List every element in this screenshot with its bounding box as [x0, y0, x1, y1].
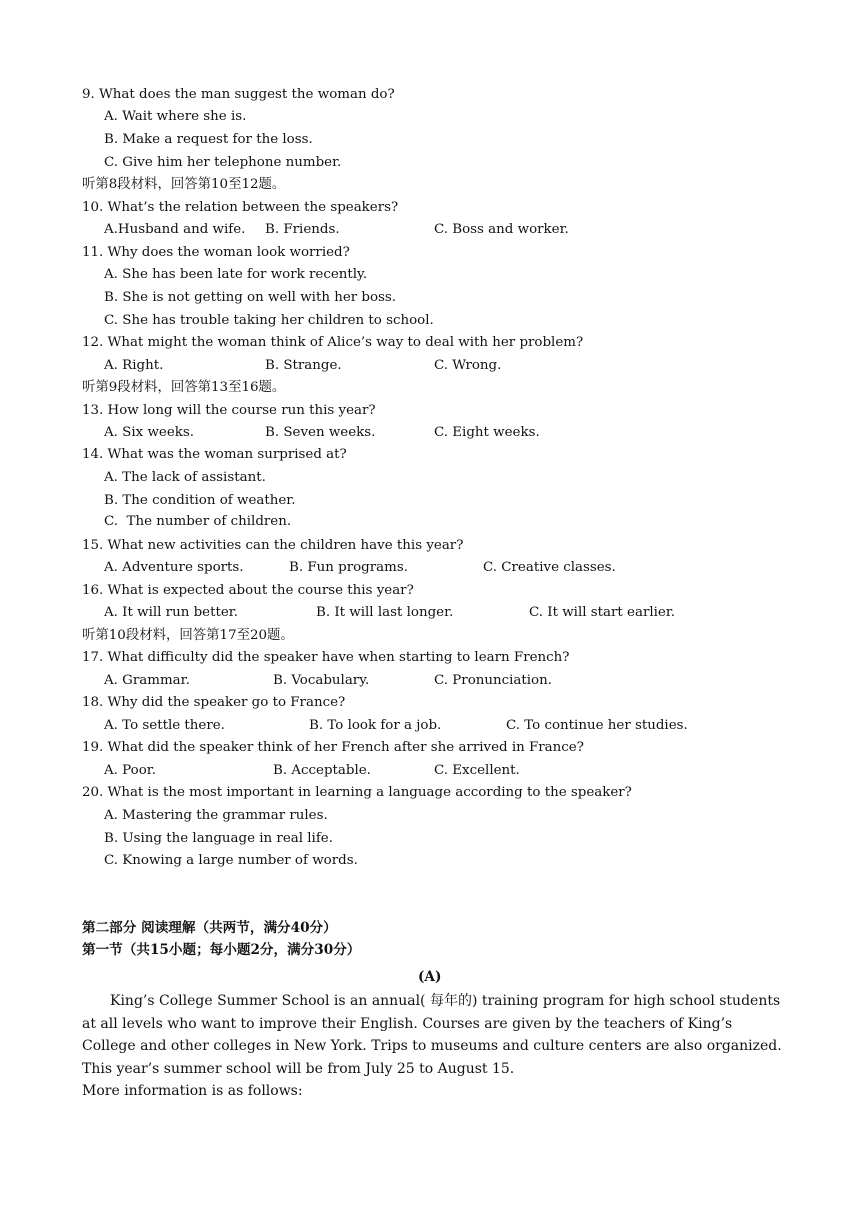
question-stem: 14. What was the woman surprised at?: [82, 447, 347, 462]
option: C. Give him her telephone number.: [104, 155, 342, 170]
option: A. Poor.: [104, 763, 156, 778]
option: A. To settle there.: [104, 718, 225, 733]
option: B. Friends.: [265, 222, 340, 237]
option: A. Adventure sports.: [104, 560, 244, 575]
option: C. Excellent.: [434, 763, 520, 778]
passage-line: King’s College Summer School is an annual( 每年的) training program for high school students: [110, 993, 781, 1009]
section-heading: 第一节（共15小题；每小题2分，满分30分）: [82, 942, 361, 958]
option: A. It will run better.: [104, 605, 238, 620]
option: B. Using the language in real life.: [104, 831, 333, 846]
option: C. Pronunciation.: [434, 673, 552, 688]
section-instruction: 听第9段材料，回答第13至16题。: [82, 380, 286, 395]
option: C. Creative classes.: [483, 560, 616, 575]
option: C. Boss and worker.: [434, 222, 569, 237]
option: B. Strange.: [265, 358, 342, 373]
option: A. Grammar.: [104, 673, 190, 688]
option: C. To continue her studies.: [506, 718, 688, 733]
option: B. Make a request for the loss.: [104, 132, 313, 147]
passage-line: at all levels who want to improve their English. Courses are given by the teachers of King’s: [82, 1016, 733, 1032]
option: B. Seven weeks.: [265, 425, 376, 440]
option: B. She is not getting on well with her boss.: [104, 290, 397, 305]
passage-line: College and other colleges in New York. Trips to museums and culture centers are also organized.: [82, 1038, 782, 1054]
part-heading: 第二部分 阅读理解（共两节，满分40分）: [82, 920, 337, 936]
option: A. Mastering the grammar rules.: [104, 808, 328, 823]
question-stem: 18. Why did the speaker go to France?: [82, 695, 346, 710]
question-stem: 10. What’s the relation between the speakers?: [82, 200, 399, 215]
option: A. Wait where she is.: [104, 109, 247, 124]
option: C. Knowing a large number of words.: [104, 853, 358, 868]
question-stem: 17. What difficulty did the speaker have when starting to learn French?: [82, 650, 570, 665]
option: C. It will start earlier.: [529, 605, 676, 620]
question-stem: 15. What new activities can the children have this year?: [82, 538, 464, 553]
option: A. She has been late for work recently.: [104, 267, 368, 282]
passage-line: More information is as follows:: [82, 1083, 303, 1099]
section-instruction: 听第10段材料，回答第17至20题。: [82, 628, 294, 643]
passage-line: This year’s summer school will be from July 25 to August 15.: [82, 1061, 515, 1077]
option: A. Right.: [104, 358, 164, 373]
option: C. Wrong.: [434, 358, 502, 373]
option: A.Husband and wife.: [104, 222, 246, 237]
option: C. She has trouble taking her children to school.: [104, 313, 434, 328]
option: B. The condition of weather.: [104, 493, 296, 508]
option: B. It will last longer.: [316, 605, 454, 620]
section-instruction: 听第8段材料，回答第10至12题。: [82, 177, 286, 192]
question-stem: 19. What did the speaker think of her French after she arrived in France?: [82, 740, 584, 755]
option: C. The number of children.: [104, 514, 292, 529]
question-stem: 9. What does the man suggest the woman do?: [82, 87, 395, 102]
question-stem: 20. What is the most important in learning a language according to the speaker?: [82, 785, 632, 800]
question-stem: 16. What is expected about the course this year?: [82, 583, 414, 598]
option: A. The lack of assistant.: [104, 470, 266, 485]
question-stem: 13. How long will the course run this year?: [82, 403, 376, 418]
option: A. Six weeks.: [104, 425, 195, 440]
option: B. Acceptable.: [273, 763, 371, 778]
option: B. Fun programs.: [289, 560, 408, 575]
passage-label: (A): [418, 969, 442, 985]
option: C. Eight weeks.: [434, 425, 540, 440]
option: B. Vocabulary.: [273, 673, 370, 688]
option: B. To look for a job.: [309, 718, 442, 733]
question-stem: 11. Why does the woman look worried?: [82, 245, 350, 260]
question-stem: 12. What might the woman think of Alice’s way to deal with her problem?: [82, 335, 584, 350]
